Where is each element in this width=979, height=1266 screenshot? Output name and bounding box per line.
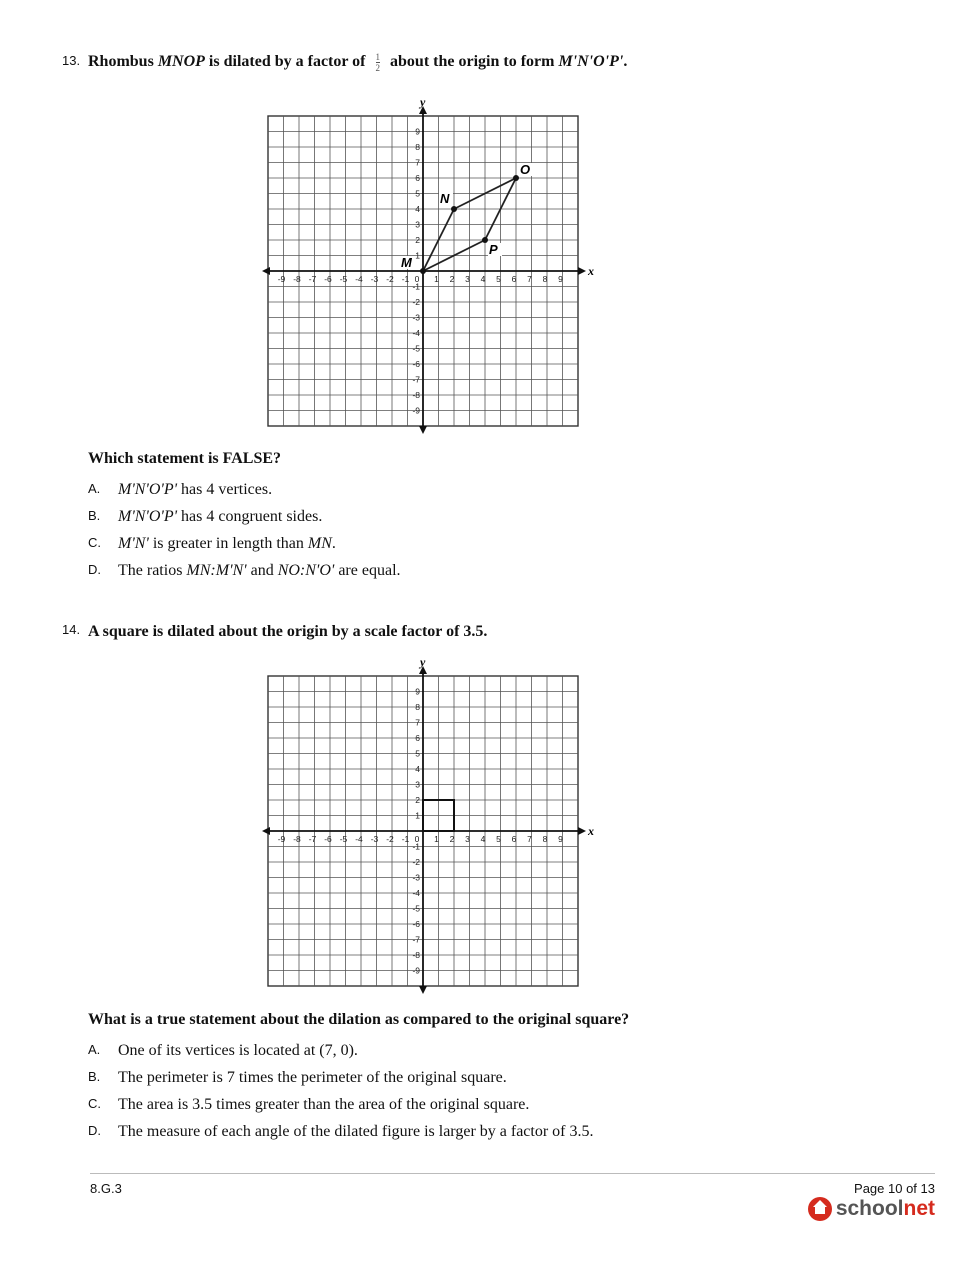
vertex-n: [451, 206, 457, 212]
x-tick-label: -7: [308, 834, 317, 844]
q13-option-c-letter[interactable]: C.: [88, 535, 101, 550]
y-axis-label: y: [420, 655, 426, 669]
question-13-prompt: Which statement is FALSE?: [88, 450, 282, 467]
x-tick-label: -6: [324, 834, 332, 844]
x-tick-label: 6: [511, 274, 517, 284]
y-tick-label: 4: [415, 764, 420, 774]
x-tick-label: -1: [401, 274, 410, 284]
q13-option-b[interactable]: [118, 508, 322, 526]
y-tick-label: -4: [412, 888, 420, 898]
y-tick-label: -6: [412, 359, 420, 369]
q13-option-a-italic: M'N'O'P': [118, 481, 178, 498]
y-tick-label: -5: [412, 903, 420, 914]
x-tick-label: -2: [386, 274, 394, 284]
q13-option-a[interactable]: [118, 481, 272, 499]
schoolnet-logo: [808, 1196, 935, 1222]
y-tick-label: 6: [415, 733, 420, 743]
x-axis-arrow-left: [262, 827, 270, 835]
q14-option-a-letter[interactable]: A.: [88, 1042, 101, 1057]
q13-option-d-pre: The ratios: [118, 562, 187, 579]
x-tick-label: 4: [480, 834, 486, 844]
y-tick-label: 2: [415, 795, 420, 805]
x-tick-label: -4: [355, 834, 363, 844]
y-tick-label: 5: [415, 188, 420, 199]
x-tick-label: -2: [386, 834, 394, 844]
vertex-label-p: P: [489, 242, 498, 257]
y-tick-label: -4: [412, 328, 420, 338]
q13-option-c-rest2: .: [331, 535, 336, 552]
x-tick-label: -8: [293, 274, 301, 284]
x-tick-label: 5: [496, 834, 501, 844]
y-tick-label: 8: [415, 142, 420, 152]
x-axis-arrow-left: [262, 267, 270, 275]
x-tick-label: -1: [401, 834, 410, 844]
vertex-label-o: O: [520, 162, 531, 177]
fraction-one-half: [376, 52, 381, 73]
q13-option-d[interactable]: [118, 562, 401, 580]
footer-page-number: Page 10 of 13: [854, 1181, 935, 1196]
q13-option-c-italic: M'N': [118, 535, 149, 552]
y-tick-label: 5: [415, 748, 420, 759]
y-tick-label: 4: [415, 204, 420, 214]
x-tick-label: -4: [355, 274, 363, 284]
q13-option-b-rest: has 4 congruent sides.: [177, 508, 323, 525]
logo-school-text: school: [835, 1197, 904, 1220]
q14-option-c[interactable]: The area is 3.5 times greater than the area of the original square.: [118, 1096, 530, 1113]
fraction-numerator: 1: [375, 52, 381, 62]
y-tick-label: -2: [412, 857, 420, 867]
y-tick-label: -3: [412, 872, 420, 883]
question-14-text: A square is dilated about the origin by a scale factor of 3.5.: [88, 623, 488, 640]
q13-text-italic2: M'N'O'P': [558, 53, 624, 71]
q13-text-part2: is dilated by a factor of: [204, 53, 370, 71]
q13-text-part1: Rhombus: [88, 53, 158, 71]
x-axis-arrow-right: [578, 827, 586, 835]
y-tick-label: 3: [415, 779, 420, 790]
x-tick-label: 0: [414, 274, 420, 284]
y-tick-label: 1: [415, 810, 420, 821]
x-tick-label: 2: [449, 834, 455, 844]
y-axis-arrow-down: [419, 986, 427, 994]
x-tick-label: -5: [339, 274, 348, 284]
y-tick-label: 1: [415, 250, 420, 261]
q13-option-c[interactable]: [118, 535, 336, 553]
x-tick-label: 0: [414, 834, 420, 844]
q13-option-d-italic2: NO:N'O': [277, 562, 335, 579]
q13-option-d-rest2: are equal.: [334, 562, 401, 579]
q14-option-d-letter[interactable]: D.: [88, 1123, 101, 1138]
x-tick-label: 5: [496, 274, 501, 284]
y-tick-label: 3: [415, 219, 420, 230]
x-tick-label: 6: [511, 834, 517, 844]
q13-option-c-italic2: MN: [307, 535, 332, 552]
y-tick-label: -6: [412, 919, 420, 929]
q13-text-italic1: MNOP: [157, 53, 205, 71]
footer-divider: [90, 1173, 935, 1174]
x-tick-label: 4: [480, 274, 486, 284]
y-tick-label: -5: [412, 343, 420, 354]
fraction-denominator: 2: [375, 63, 381, 73]
y-tick-label: -8: [412, 390, 420, 400]
x-axis-label: x: [588, 824, 594, 838]
vertex-m: [420, 268, 426, 274]
x-axis-arrow-right: [578, 267, 586, 275]
q14-option-b-letter[interactable]: B.: [88, 1069, 101, 1084]
y-tick-label: -7: [412, 374, 420, 385]
vertex-o: [513, 175, 519, 181]
q14-option-d[interactable]: The measure of each angle of the dilated figure is larger by a factor of 3.5.: [118, 1123, 594, 1140]
y-axis-label: y: [420, 95, 426, 109]
q14-option-c-letter[interactable]: C.: [88, 1096, 101, 1111]
vertex-p: [482, 237, 488, 243]
y-tick-label: -2: [412, 297, 420, 307]
y-tick-label: 6: [415, 173, 420, 183]
q13-option-b-italic: M'N'O'P': [118, 508, 178, 525]
y-tick-label: -8: [412, 950, 420, 960]
question-14-prompt: What is a true statement about the dilation as compared to the original square?: [88, 1011, 630, 1028]
x-tick-label: 2: [449, 274, 455, 284]
question-13-number: 13.: [62, 53, 81, 68]
q14-option-b[interactable]: The perimeter is 7 times the perimeter of the original square.: [118, 1069, 507, 1086]
y-tick-label: -9: [412, 405, 420, 416]
x-tick-label: 8: [542, 274, 548, 284]
y-tick-label: 8: [415, 702, 420, 712]
q13-option-d-letter[interactable]: D.: [88, 562, 101, 577]
q14-option-a[interactable]: One of its vertices is located at (7, 0).: [118, 1042, 358, 1059]
y-tick-label: 7: [415, 717, 420, 728]
x-tick-label: 7: [527, 834, 532, 844]
x-tick-label: 9: [558, 274, 563, 284]
y-tick-label: 2: [415, 235, 420, 245]
footer-standard: 8.G.3: [90, 1181, 122, 1196]
x-axis-label: x: [588, 264, 594, 278]
x-tick-label: -7: [308, 274, 317, 284]
y-tick-label: -9: [412, 965, 420, 976]
vertex-label-m: M: [401, 255, 412, 270]
q13-option-d-italic: MN:M'N': [186, 562, 247, 579]
y-tick-label: -1: [412, 841, 420, 852]
question-14-number: 14.: [62, 622, 81, 637]
q13-text-part4: .: [623, 53, 628, 71]
logo-net-text: net: [903, 1197, 935, 1220]
q13-option-d-rest: and: [246, 562, 278, 579]
x-tick-label: 1: [434, 274, 439, 284]
y-tick-label: 9: [415, 686, 420, 697]
x-tick-label: -3: [370, 274, 379, 284]
q13-option-b-letter[interactable]: B.: [88, 508, 101, 523]
x-tick-label: 3: [465, 834, 470, 844]
x-tick-label: 3: [465, 274, 470, 284]
x-tick-label: -9: [277, 274, 286, 284]
y-tick-label: -7: [412, 934, 420, 945]
x-tick-label: 1: [434, 834, 439, 844]
x-tick-label: -5: [339, 834, 348, 844]
x-tick-label: -6: [324, 274, 332, 284]
x-tick-label: -8: [293, 834, 301, 844]
q13-option-a-rest: has 4 vertices.: [177, 481, 273, 498]
x-tick-label: -9: [277, 834, 286, 844]
y-tick-label: 7: [415, 157, 420, 168]
q13-option-a-letter[interactable]: A.: [88, 481, 101, 496]
y-tick-label: -3: [412, 312, 420, 323]
coordinate-grid-q13: [262, 95, 594, 432]
y-tick-label: -1: [412, 281, 420, 292]
x-tick-label: 9: [558, 834, 563, 844]
q13-text-part3: about the origin to form: [386, 53, 559, 71]
y-tick-label: 9: [415, 126, 420, 137]
y-axis-arrow-down: [419, 426, 427, 434]
house-icon: [808, 1197, 832, 1221]
question-13-text: [88, 52, 627, 73]
x-tick-label: -3: [370, 834, 379, 844]
vertex-label-n: N: [440, 191, 450, 206]
coordinate-grid-q14: [262, 655, 594, 992]
q13-option-c-rest: is greater in length than: [148, 535, 308, 552]
x-tick-label: 7: [527, 274, 532, 284]
x-tick-label: 8: [542, 834, 548, 844]
